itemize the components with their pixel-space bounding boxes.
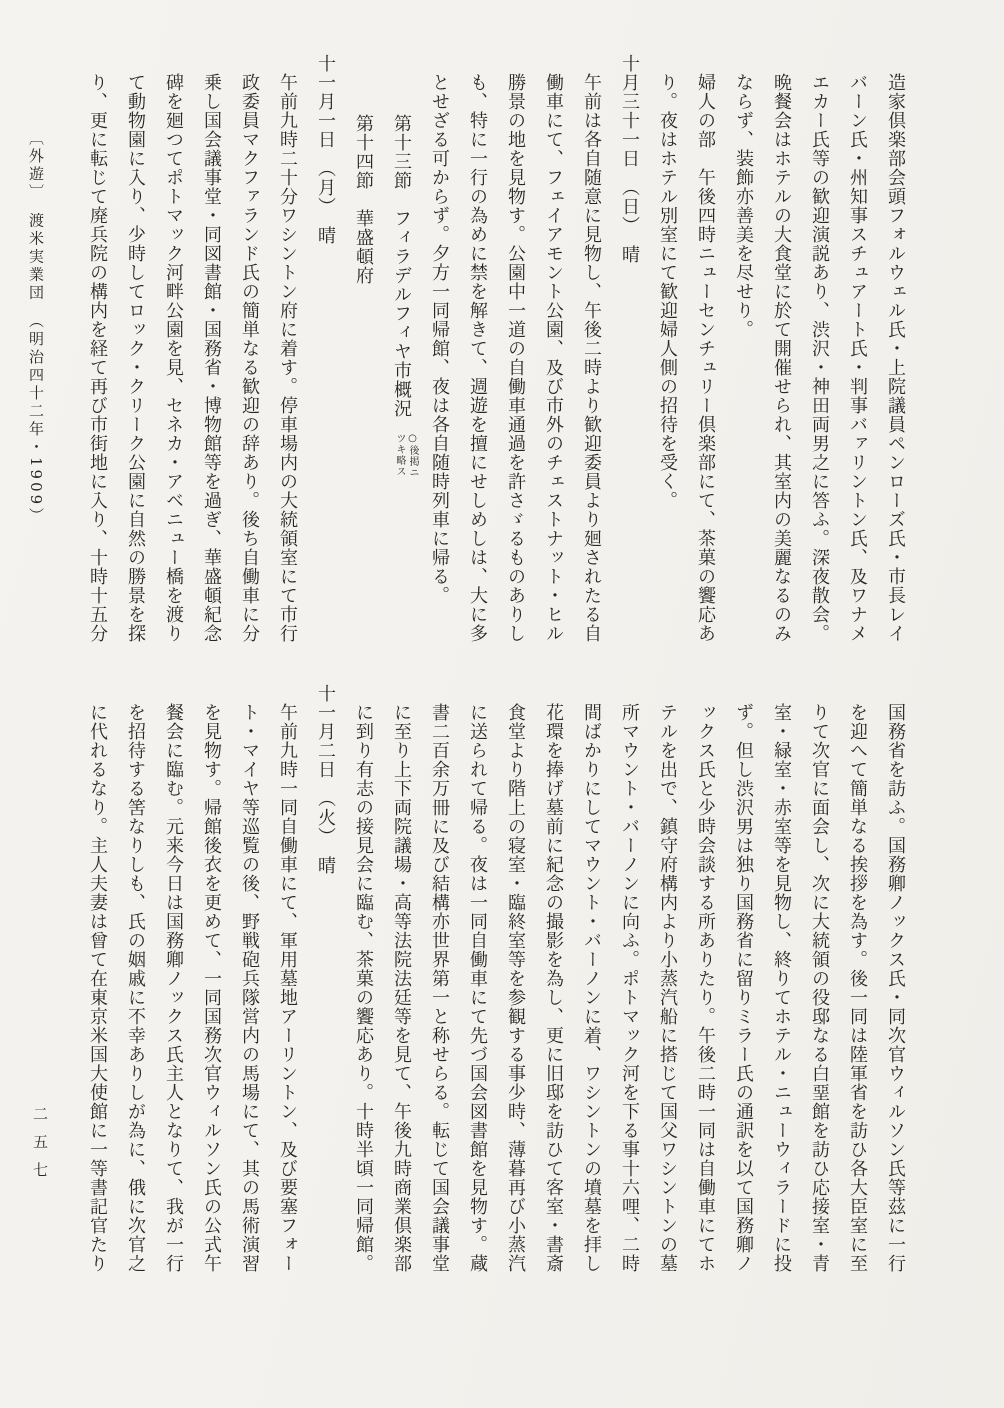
text-column: 晩餐会はホテルの大食堂に於て開催せられ、其室内の美麗なるのみ <box>771 73 792 643</box>
text-column: て動物園に入り、少時してロック・クリーク公園に自然の勝景を探 <box>125 73 146 643</box>
text-column: 働車にて、フェイアモント公園、及び市外のチェストナット・ヒル <box>543 73 564 643</box>
text-column: 乗し国会議事堂・同図書館・国務省・博物館等を過ぎ、華盛頓紀念 <box>201 73 222 643</box>
text-column: とせざる可からず。夕方一同帰館、夜は各自随時列車に帰る。 <box>429 73 450 605</box>
warichu-note-left: ツキ略ス <box>394 432 405 477</box>
date-heading: 十月三十一日 （日） 晴 <box>619 54 640 264</box>
text-column: に至り上下両院議場・高等法院法廷等を見て、午後九時商業倶楽部 <box>391 703 412 1273</box>
text-column: 餐会に臨む。元来今日は国務卿ノックス氏主人となりて、我が一行 <box>163 703 184 1273</box>
text-column: テルを出で、鎮守府構内より小蒸汽船に搭じて国父ワシントンの墓 <box>657 703 678 1273</box>
text-column: 室・緑室・赤室等を見物し、終りてホテル・ニューウィラードに投 <box>771 703 792 1273</box>
text-column: 花環を捧げ墓前に紀念の撮影を為し、更に旧邸を訪ひて客室・書斎 <box>543 703 564 1273</box>
text-column: 碑を廻つてポトマック河畔公園を見、セネカ・アベニュー橋を渡り <box>163 73 184 643</box>
warichu-note <box>393 433 419 478</box>
text-column: り。夜はホテル別室にて歓迎婦人側の招待を受く。 <box>657 73 678 510</box>
margin-running-title: 〔外遊〕 渡米実業団 （明治四十二年・1909） <box>27 130 45 526</box>
text-column: を見物す。帰館後衣を更めて、一同国務次官ウィルソン氏の公式午 <box>201 703 222 1273</box>
upper-text-block <box>78 54 914 684</box>
text-column: 食堂より階上の寝室・臨終室等を参観する事少時、薄暮再び小蒸汽 <box>505 703 526 1273</box>
text-column: 政委員マクファランド氏の簡単なる歓迎の辞あり。後ち自働車に分 <box>239 73 260 643</box>
text-column: も、特に一行の為めに禁を解きて、週遊を擅にせしめしは、大に多 <box>467 73 488 643</box>
page-number: 二五七 <box>31 1106 49 1190</box>
text-column: りて次官に面会し、次に大統領の役邸なる白堊館を訪ひ応接室・青 <box>809 703 830 1273</box>
text-column: ならず、装飾亦善美を尽せり。 <box>733 73 754 339</box>
text-column: 国務省を訪ふ。国務卿ノックス氏・同次官ウィルソン氏等茲に一行 <box>885 703 906 1273</box>
text-column: ックス氏と少時会談する所ありたり。午後二時一同は自働車にてホ <box>695 703 716 1273</box>
text-column: を迎へて簡単なる挨拶を為す。後一同は陸軍省を訪ひ各大臣室に至 <box>847 703 868 1273</box>
warichu-note-right: ○後掲ニ <box>407 432 418 478</box>
section-heading <box>382 54 420 684</box>
text-column: 婦人の部 午後四時ニューセンチュリー倶楽部にて、茶菓の饗応あ <box>695 73 716 643</box>
text-column: 造家倶楽部会頭フォルウェル氏・上院議員ペンローズ氏・市長レイ <box>885 73 906 643</box>
section-heading: 第十四節 華盛頓府 <box>353 114 374 285</box>
text-column: 午前は各自随意に見物し、午後二時より歓迎委員より廻されたる自 <box>581 73 602 643</box>
text-column: ず。但し渋沢男は独り国務省に留りミラー氏の通訳を以て国務卿ノ <box>733 703 754 1273</box>
text-column: を招待する筈なりしも、氏の姻戚に不幸ありしが為に、俄に次官之 <box>125 703 146 1273</box>
date-heading: 十一月一日 （月） 晴 <box>315 54 336 245</box>
text-column: 書二百余万冊に及び結構亦世界第一と称せらる。転じて国会議事堂 <box>429 703 450 1273</box>
text-column: に到り有志の接見会に臨む、茶菓の饗応あり。十時半頃一同帰館。 <box>353 703 374 1273</box>
text-column: に送られて帰る。夜は一同自働車にて先づ国会図書館を見物す。蔵 <box>467 703 488 1273</box>
text-column: り、更に転じて廃兵院の構内を経て再び市街地に入り、十時十五分 <box>87 73 108 643</box>
date-heading: 十一月二日 （火） 晴 <box>315 684 336 875</box>
text-column: 午前九時一同自働車にて、軍用墓地アーリントン、及び要塞フォー <box>277 703 298 1273</box>
text-column: 所マウント・バーノンに向ふ。ポトマック河を下る事十六哩、二時 <box>619 703 640 1273</box>
text-column: エカー氏等の歓迎演説あり、渋沢・神田両男之に答ふ。深夜散会。 <box>809 73 830 643</box>
text-column: 間ばかりにしてマウント・バーノンに着、ワシントンの墳墓を拝し <box>581 703 602 1273</box>
section-heading-text: 第十三節 フィラデルフィヤ市概況 <box>391 114 412 418</box>
text-column: ト・マイヤ等巡覧の後、野戦砲兵隊営内の馬場にて、其の馬術演習 <box>239 703 260 1273</box>
lower-text-block <box>78 684 914 1352</box>
text-column: に代れるなり。主人夫妻は曾て在東京米国大使館に一等書記官たり <box>87 703 108 1273</box>
text-column: バーン氏・州知事スチュアート氏・判事バァリントン氏、及ワナメ <box>847 73 868 643</box>
text-column: 午前九時二十分ワシントン府に着す。停車場内の大統領室にて市行 <box>277 73 298 643</box>
text-column: 勝景の地を見物す。公園中一道の自働車通過を許さゞるものありし <box>505 73 526 643</box>
